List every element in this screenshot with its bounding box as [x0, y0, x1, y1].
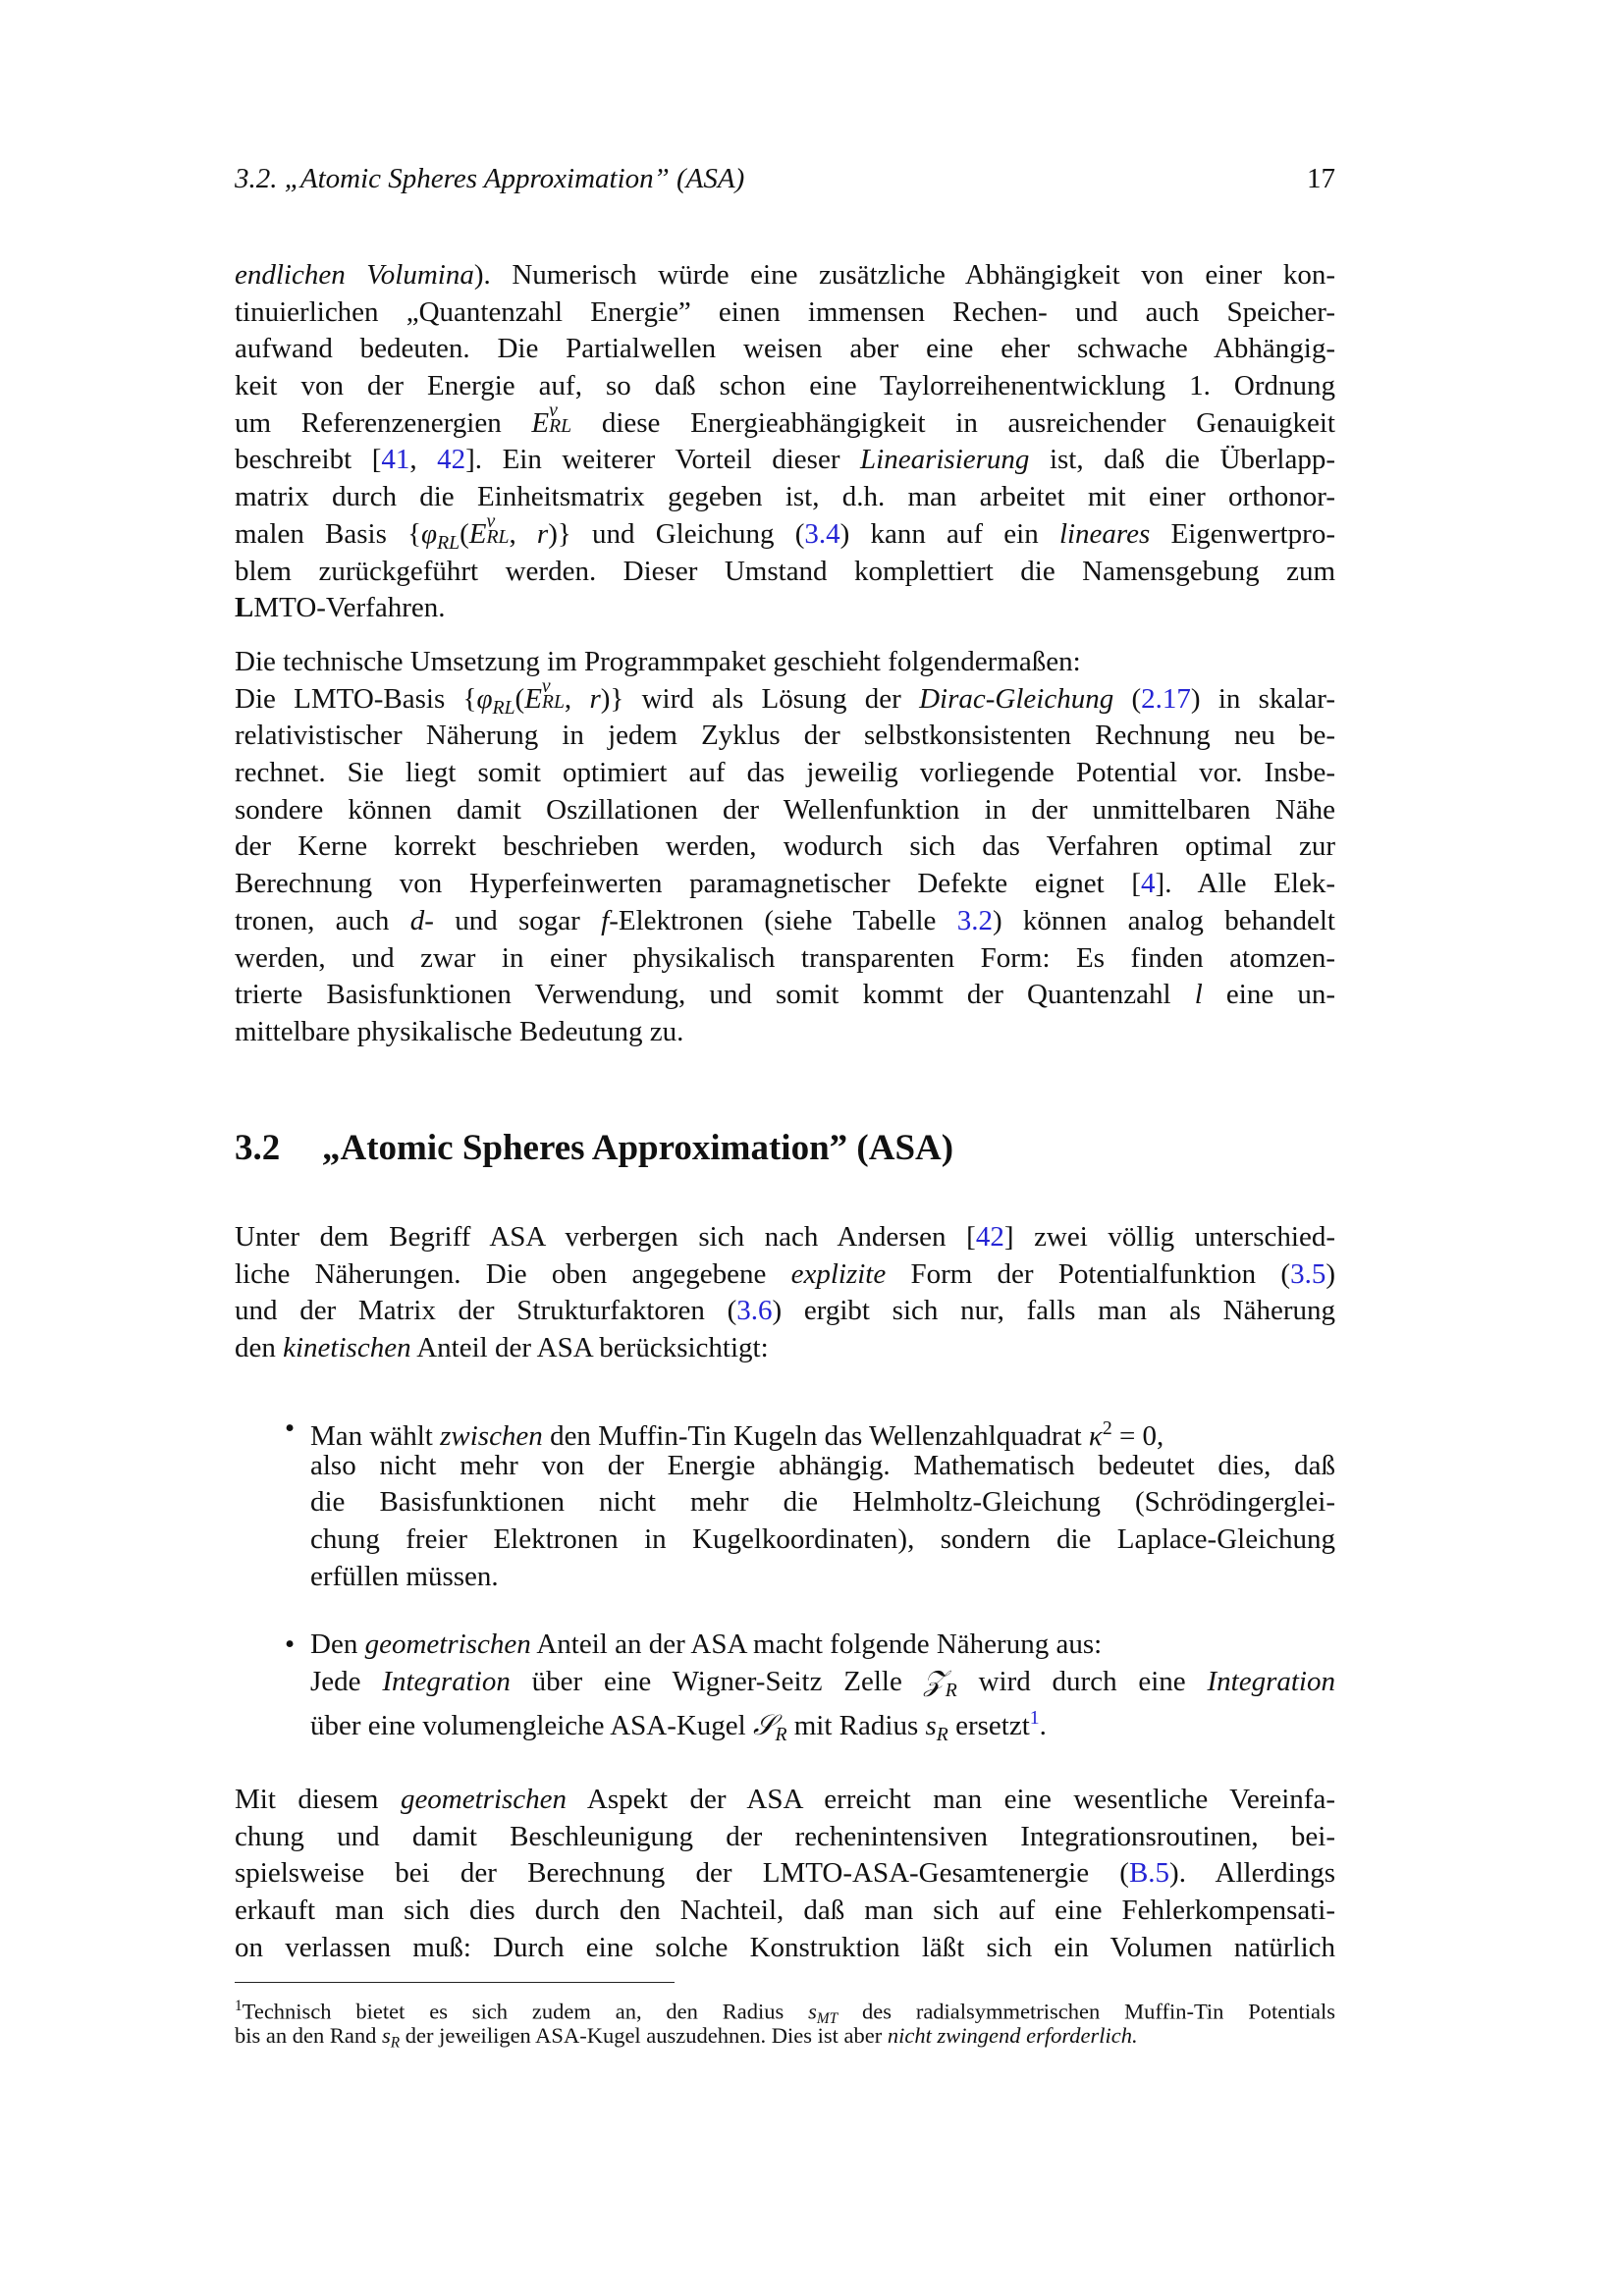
text-run: werden, und zwar in einer physikalisch transparenten Form: Es finden atomzen- [235, 941, 1335, 974]
text-run: ). Allerdings [1169, 1857, 1335, 1890]
paragraph-technical-implementation [235, 644, 1335, 1051]
italic-text: E [468, 517, 487, 550]
text-run: Man wählt [310, 1419, 441, 1452]
text-run: Unter dem Begriff ASA verbergen sich nach Andersen [ [235, 1221, 976, 1253]
text-line [235, 903, 1335, 940]
italic-text: f [601, 904, 610, 936]
text-line [310, 1559, 1335, 1596]
bold-text: L [235, 592, 254, 624]
text-run: beschreibt [ [235, 444, 382, 476]
italic-text: r [536, 517, 549, 550]
text-line [235, 1219, 1335, 1256]
text-run: ) [1325, 1257, 1335, 1290]
cross-reference-link[interactable]: 3.5 [1290, 1257, 1326, 1290]
text-line [310, 1522, 1335, 1559]
italic-text: s [925, 1710, 937, 1742]
text-run: Jede [310, 1665, 383, 1697]
text-run: Aspekt der ASA erreicht man eine wesentliche Vereinfa- [567, 1784, 1335, 1815]
text-line [235, 755, 1335, 792]
text-line [235, 866, 1335, 903]
text-line [235, 977, 1335, 1014]
text-run: diese Energieabhängigkeit in ausreichender Genauigkeit [571, 406, 1335, 439]
text-run: - und sogar [424, 904, 602, 936]
cross-reference-link[interactable]: 3.4 [804, 517, 840, 550]
text-line [235, 2021, 1335, 2051]
text-line [235, 510, 1335, 554]
text-run: um Referenzenergien [235, 406, 532, 439]
text-run: ) können analog behandelt [992, 904, 1335, 936]
paragraph-geometric-aspect [235, 1782, 1335, 1966]
math-subscript: RL [541, 690, 565, 713]
text-run: ]. Ein weiterer Vorteil dieser [465, 444, 861, 476]
bullet-item-kinetic [310, 1411, 1335, 1595]
text-line [235, 1256, 1335, 1294]
text-run: sondere können damit Oszillationen der Wellenfunktion in der unmittelbaren Nähe [235, 793, 1335, 826]
text-run: erkauft man sich dies durch den Nachteil, daß man sich auf eine Fehlerkompensati- [235, 1895, 1335, 1927]
italic-text: endlichen Volumina [235, 259, 474, 291]
italic-text: geometrischen [400, 1784, 568, 1815]
text-run: spielsweise bei der Berechnung der LMTO-ASA-Gesamtenergie ( [235, 1857, 1129, 1890]
text-line [235, 1782, 1335, 1819]
text-run: on verlassen muß: Durch eine solche Konstruktion läßt sich ein Volumen natürlich [235, 1931, 1335, 1963]
text-run: trierte Basisfunktionen Verwendung, und somit kommt der Quantenzahl [235, 979, 1195, 1011]
text-run: aufwand bedeuten. Die Partialwellen weisen aber eine eher schwache Abhängig- [235, 333, 1335, 365]
italic-text: r [589, 682, 601, 715]
italic-text: geometrischen [364, 1629, 531, 1660]
text-run: erfüllen müssen. [310, 1560, 499, 1592]
text-run: ( [514, 682, 525, 715]
text-run: ist, daß die Überlapp- [1029, 444, 1335, 476]
text-run: blem zurückgeführt werden. Dieser Umstand komplettiert die Namensgebung zum [235, 555, 1335, 587]
cross-reference-link[interactable]: B.5 [1128, 1857, 1170, 1890]
text-run: den Muffin-Tin Kugeln das Wellenzahlquadrat [542, 1419, 1089, 1452]
text-run: liche Näherungen. Die oben angegebene [235, 1257, 791, 1290]
math-superscript: ν [549, 399, 558, 421]
math-subscript: R [936, 1724, 948, 1746]
italic-text: lineares [1058, 517, 1151, 550]
italic-text: 𝒵 [923, 1665, 946, 1697]
italic-text: s [808, 1999, 817, 2024]
cross-reference-link[interactable]: 2.17 [1141, 682, 1191, 715]
text-run: Den [310, 1629, 365, 1660]
text-line [235, 1014, 1335, 1051]
italic-text: nicht zwingend erforderlich. [887, 2023, 1138, 2048]
text-run: matrix durch die Einheitsmatrix gegeben ist, d.h. man arbeitet mit einer orthonor- [235, 481, 1335, 513]
math-subscript: R [945, 1679, 957, 1701]
italic-text: s [381, 2023, 391, 2048]
italic-text: E [524, 682, 542, 715]
text-run: der Kerne korrekt beschrieben werden, wodurch sich das Verfahren optimal zur [235, 830, 1335, 863]
text-run: mit Radius [786, 1710, 926, 1742]
text-line [235, 368, 1335, 405]
italic-text: explizite [790, 1257, 887, 1290]
text-line [235, 479, 1335, 516]
text-run: Technisch bietet es sich zudem an, den Radius [242, 1999, 809, 2024]
text-line [310, 1484, 1335, 1522]
italic-text: E [531, 406, 550, 439]
running-header [235, 163, 1335, 195]
text-run: ). Numerisch würde eine zusätzliche Abhängigkeit von einer kon- [473, 259, 1335, 291]
text-line [235, 792, 1335, 829]
section-title: „Atomic Spheres Approximation” (ASA) [322, 1128, 954, 1168]
text-run: und der Matrix der Strukturfaktoren ( [235, 1295, 737, 1327]
bullet-icon: • [285, 1629, 296, 1660]
text-run: ] zwei völlig unterschied- [1003, 1221, 1335, 1253]
text-run: ]. Alle Elek- [1155, 868, 1335, 900]
italic-text: Integration [382, 1665, 511, 1697]
text-line [235, 1930, 1335, 1967]
text-run: mittelbare physikalische Bedeutung zu. [235, 1015, 684, 1047]
text-run: ) in skalar- [1190, 682, 1335, 715]
text-run: tronen, auch [235, 904, 410, 936]
text-line [310, 1411, 1335, 1452]
cross-reference-link[interactable]: 4 [1141, 868, 1156, 900]
italic-text: d [409, 904, 425, 936]
text-run: bis an den Rand [235, 2023, 382, 2048]
footnote [235, 1992, 1335, 2051]
italic-text: zwischen [440, 1419, 543, 1452]
text-run: wird durch eine [956, 1665, 1208, 1697]
text-run: Eigenwertpro- [1150, 517, 1335, 550]
text-line [235, 1992, 1335, 2027]
text-line [235, 442, 1335, 479]
text-run: , [509, 517, 537, 550]
math-superscript: ν [541, 674, 551, 697]
cross-reference-link[interactable]: 41 [381, 444, 410, 476]
math-superscript-subscript [549, 399, 572, 444]
italic-text: l [1194, 979, 1203, 1011]
text-line [235, 590, 1335, 627]
text-run: den [235, 1332, 284, 1364]
math-subscript: R [775, 1724, 787, 1746]
cross-reference-link[interactable]: 42 [437, 444, 466, 476]
math-superscript-subscript [541, 674, 565, 720]
math-subscript: MT [816, 2009, 839, 2027]
text-line [235, 1855, 1335, 1893]
text-run: MTO-Verfahren. [253, 592, 446, 624]
text-line [235, 554, 1335, 591]
section-number: 3.2 [235, 1128, 281, 1168]
text-line [235, 257, 1335, 294]
text-run: des radialsymmetrischen Muffin-Tin Potentials [838, 1999, 1335, 2024]
footnote-divider [235, 1982, 675, 1983]
text-line [235, 940, 1335, 978]
text-run: ) kann auf ein [839, 517, 1059, 550]
math-subscript: RL [492, 696, 515, 719]
cross-reference-link[interactable]: 42 [975, 1221, 1004, 1253]
text-run: . [1039, 1710, 1047, 1742]
text-run: Mit diesem [235, 1784, 401, 1815]
math-superscript-subscript [486, 510, 510, 555]
italic-text: Linearisierung [860, 444, 1030, 476]
text-run: keit von der Energie auf, so daß schon eine Taylorreihenentwicklung 1. Ordnung [235, 370, 1335, 402]
text-run: über eine volumengleiche ASA-Kugel [310, 1710, 753, 1742]
italic-text: Integration [1207, 1665, 1335, 1697]
text-run: Anteil der ASA berücksichtigt: [410, 1332, 769, 1364]
text-run: Die LMTO-Basis { [235, 682, 477, 715]
running-title: 3.2. „Atomic Spheres Approximation” (ASA) [235, 163, 745, 194]
text-run: tinuierlichen „Quantenzahl Energie” einen immensen Rechen- und auch Speicher- [235, 295, 1335, 328]
page-number: 17 [1307, 163, 1335, 194]
text-run: relativistischer Näherung in jedem Zyklus der selbstkonsistenten Rechnung neu be- [235, 720, 1335, 752]
math-subscript: RL [486, 525, 510, 548]
text-line [235, 331, 1335, 368]
italic-text: φ [476, 682, 493, 715]
italic-text: 𝒮 [753, 1710, 776, 1742]
text-line [235, 718, 1335, 755]
text-line [235, 1819, 1335, 1856]
cross-reference-link[interactable]: 3.2 [956, 904, 993, 936]
text-line [235, 1330, 1335, 1367]
text-run: Form der Potentialfunktion ( [886, 1257, 1291, 1290]
text-run: eine un- [1202, 979, 1335, 1011]
text-run: = 0, [1111, 1419, 1164, 1452]
text-line [235, 828, 1335, 866]
text-run: ( [460, 517, 469, 550]
text-run: -Elektronen (siehe Tabelle [609, 904, 957, 936]
text-run: die Basisfunktionen nicht mehr die Helmholtz-Gleichung (Schrödingerglei- [310, 1486, 1335, 1519]
text-line [235, 1293, 1335, 1330]
text-line [310, 1627, 1335, 1664]
bullet-icon: • [285, 1413, 296, 1444]
text-run: rechnet. Sie liegt somit optimiert auf das jeweilig vorliegende Potential vor. Insbe- [235, 757, 1335, 789]
text-line [235, 399, 1335, 443]
superscript: 2 [1102, 1417, 1112, 1439]
text-run: Anteil an der ASA macht folgende Näherung aus: [530, 1629, 1103, 1660]
text-run: )} und Gleichung ( [548, 517, 805, 550]
math-subscript: RL [549, 414, 572, 437]
text-line [235, 1893, 1335, 1930]
math-superscript: ν [486, 510, 496, 533]
text-run: , [409, 444, 438, 476]
text-line [310, 1448, 1335, 1485]
text-run: Berechnung von Hyperfeinwerten paramagnetischer Defekte eignet [ [235, 868, 1142, 900]
italic-text: φ [421, 517, 438, 550]
text-run: ) ergibt sich nur, falls man als Näherung [772, 1295, 1335, 1327]
text-run: ersetzt [947, 1710, 1030, 1742]
text-run: Die technische Umsetzung im Programmpaket geschieht folgendermaßen: [235, 646, 1081, 677]
text-line [235, 294, 1335, 332]
text-run: chung und damit Beschleunigung der rechenintensiven Integrationsroutinen, bei- [235, 1820, 1335, 1852]
italic-text: kinetischen [283, 1332, 411, 1364]
text-line [310, 1664, 1335, 1701]
text-run: malen Basis { [235, 517, 422, 550]
text-line [310, 1700, 1335, 1746]
italic-text: Dirac-Gleichung [919, 682, 1114, 715]
italic-text: κ [1088, 1419, 1103, 1452]
text-run: , [564, 682, 590, 715]
math-subscript: R [390, 2034, 401, 2052]
text-run: der jeweiligen ASA-Kugel auszudehnen. Dies ist aber [400, 2023, 888, 2048]
text-line [235, 644, 1335, 681]
paragraph-lmto-linearization [235, 257, 1335, 627]
paragraph-asa-intro [235, 1219, 1335, 1367]
text-run: also nicht mehr von der Energie abhängig. Mathematisch bedeutet dies, daß [310, 1449, 1335, 1481]
cross-reference-link[interactable]: 3.6 [736, 1295, 773, 1327]
superscript: 1 [235, 1998, 243, 2014]
section-heading [235, 1127, 953, 1169]
text-run: )} wird als Lösung der [600, 682, 920, 715]
bullet-item-geometric [310, 1627, 1335, 1746]
text-run: über eine Wigner-Seitz Zelle [510, 1665, 924, 1697]
footnote-reference-link[interactable]: 1 [1029, 1707, 1040, 1730]
text-line [235, 674, 1335, 719]
text-run: ( [1113, 682, 1142, 715]
text-run: chung freier Elektronen in Kugelkoordinaten), sondern die Laplace-Gleichung [310, 1523, 1335, 1556]
math-subscript: RL [437, 531, 460, 554]
